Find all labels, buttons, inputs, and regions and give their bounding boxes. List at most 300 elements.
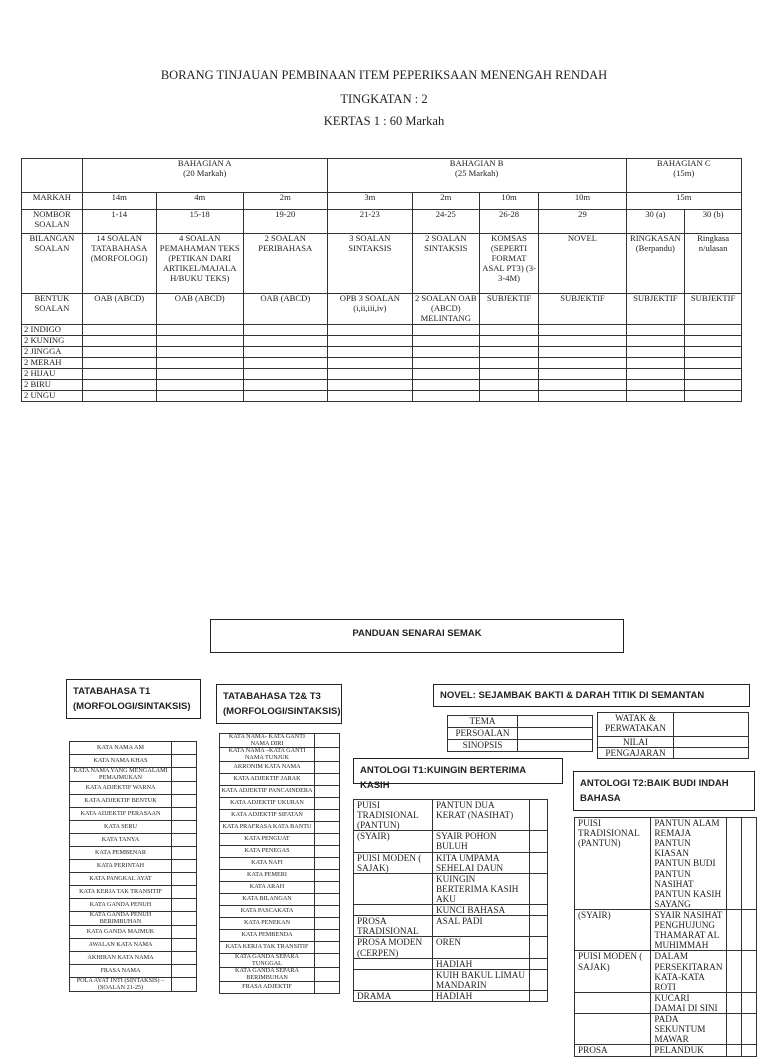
work-cell: OREN: [433, 937, 530, 958]
checklist-row: [70, 873, 197, 886]
entry-cell[interactable]: [685, 325, 742, 336]
checklist-row: [70, 952, 197, 965]
check-cell[interactable]: [530, 990, 548, 1001]
bentuk-cell: OAB (ABCD): [82, 294, 156, 325]
check-cell[interactable]: [315, 906, 340, 918]
entry-cell[interactable]: [156, 336, 243, 347]
checklist-item: KATA PEMBENDA: [220, 930, 315, 942]
check-cell[interactable]: [530, 800, 548, 831]
entry-cell[interactable]: [626, 358, 685, 369]
check-cell[interactable]: [518, 728, 593, 740]
checklist-item: KATA NAMA- KATA GANTI NAMA DIRI: [220, 734, 315, 748]
checklist-item: KATA NAMA KHAS: [70, 755, 172, 768]
check-cell[interactable]: [741, 1045, 756, 1056]
check-cell[interactable]: [741, 1014, 756, 1045]
novel-item: PENGAJARAN: [598, 748, 674, 759]
checklist-item: KATA PENEGAS: [220, 846, 315, 858]
entry-cell[interactable]: [243, 380, 327, 391]
checklist-item: KATA NAFI: [220, 858, 315, 870]
check-cell[interactable]: [315, 918, 340, 930]
entry-cell[interactable]: [327, 336, 412, 347]
entry-cell[interactable]: [539, 380, 626, 391]
novel-left-checklist: [447, 715, 593, 752]
check-cell[interactable]: [172, 860, 197, 873]
work-cell: ASAL PADI: [433, 916, 530, 937]
checklist-item: KATA TANYA: [70, 834, 172, 847]
antologi-row: [354, 958, 548, 969]
check-cell[interactable]: [741, 909, 756, 950]
checklist-row: [220, 748, 340, 762]
bentuk-cell: SUBJEKTIF: [539, 294, 626, 325]
checklist-item: KATA ADJEKTIF SIFATAN: [220, 810, 315, 822]
entry-cell[interactable]: [327, 391, 412, 402]
entry-cell[interactable]: [243, 347, 327, 358]
entry-cell[interactable]: [539, 369, 626, 380]
class-label: 2 UNGU: [22, 391, 83, 402]
checklist-row: [70, 978, 197, 992]
entry-cell[interactable]: [412, 347, 479, 358]
nombor-cell: 19-20: [243, 210, 327, 234]
checklist-row: [220, 954, 340, 968]
form-grade: TINGKATAN : 2: [340, 92, 428, 106]
check-cell[interactable]: [530, 969, 548, 990]
check-cell[interactable]: [172, 742, 197, 755]
work-cell: KUIH BAKUL LIMAU MANDARIN: [433, 969, 530, 990]
entry-cell[interactable]: [539, 325, 626, 336]
entry-cell[interactable]: [479, 358, 539, 369]
checklist-row: [220, 882, 340, 894]
checklist-row: [220, 774, 340, 786]
work-cell: PELANDUK: [651, 1045, 726, 1056]
genre-cell: PUISI TRADISIONAL (PANTUN): [354, 800, 433, 831]
checklist-item: KATA ADJEKTIF JARAK: [220, 774, 315, 786]
bilangan-cell: NOVEL: [539, 234, 626, 294]
nombor-cell: 24-25: [412, 210, 479, 234]
novel-item: PERSOALAN: [448, 728, 518, 740]
entry-cell[interactable]: [479, 391, 539, 402]
check-cell[interactable]: [172, 782, 197, 795]
entry-cell[interactable]: [156, 358, 243, 369]
check-cell[interactable]: [315, 734, 340, 748]
class-row: [22, 391, 742, 402]
checklist-item: KATA PASCAKATA: [220, 906, 315, 918]
checklist-item: KATA GANDA MAJMUK: [70, 926, 172, 939]
checklist-row: [70, 939, 197, 952]
entry-cell[interactable]: [412, 380, 479, 391]
checklist-item: KATA PEMBENAR: [70, 847, 172, 860]
check-cell[interactable]: [315, 882, 340, 894]
nombor-cell: 15-18: [156, 210, 243, 234]
entry-cell[interactable]: [412, 358, 479, 369]
panduan-title: PANDUAN SENARAI SEMAK: [210, 619, 624, 653]
checklist-item: KATA SERU: [70, 821, 172, 834]
checklist-item: KATA PEMERI: [220, 870, 315, 882]
novel-right-checklist: [597, 712, 749, 759]
bentuk-cell: SUBJEKTIF: [479, 294, 539, 325]
novel-item: SINOPSIS: [448, 740, 518, 752]
check-cell[interactable]: [172, 965, 197, 978]
bilangan-cell: 4 SOALAN PEMAHAMAN TEKS (PETIKAN DARI ARTIKEL/MAJALA H/BUKU TEKS): [156, 234, 243, 294]
bilangan-cell: RINGKASAN (Berpandu): [626, 234, 685, 294]
section-c-header: [626, 159, 742, 193]
entry-cell[interactable]: [685, 336, 742, 347]
checklist-item: KATA GANDA SEPARA BERIMBUHAN: [220, 968, 315, 982]
entry-cell[interactable]: [243, 391, 327, 402]
entry-cell[interactable]: [539, 347, 626, 358]
entry-cell[interactable]: [626, 347, 685, 358]
antologi-row: [354, 937, 548, 958]
checklist-item: FRASA ADJEKTIF: [220, 982, 315, 994]
checklist-item: AWALAN KATA NAMA: [70, 939, 172, 952]
work-cell: DALAM PERSEKITARAN KATA-KATA ROTI: [651, 951, 726, 992]
entry-cell[interactable]: [479, 369, 539, 380]
checklist-item: KATA GANDA PENUH BERIMBUHAN: [70, 912, 172, 926]
section-a-marks: (20 Markah): [183, 167, 227, 178]
class-row: [22, 336, 742, 347]
checklist-row: [70, 742, 197, 755]
checklist-row: [220, 810, 340, 822]
section-c-marks: (15m): [673, 167, 695, 178]
checklist-item: KATA KERJA TAK TRANSITIF: [220, 942, 315, 954]
checklist-row: [220, 968, 340, 982]
entry-cell[interactable]: [412, 369, 479, 380]
check-cell[interactable]: [315, 858, 340, 870]
work-cell: KUNCI BAHASA: [433, 905, 530, 916]
entry-cell[interactable]: [412, 336, 479, 347]
antologi-t1-checklist: [353, 799, 548, 1002]
checklist-item: AKRONIM KATA NAMA: [220, 762, 315, 774]
checklist-row: [70, 782, 197, 795]
bilangan-cell: 3 SOALAN SINTAKSIS: [327, 234, 412, 294]
antologi-row: [354, 916, 548, 937]
entry-cell[interactable]: [82, 369, 156, 380]
genre-cell: [575, 1014, 651, 1045]
check-cell[interactable]: [315, 810, 340, 822]
check-cell[interactable]: [741, 818, 756, 910]
entry-cell[interactable]: [82, 325, 156, 336]
check-cell[interactable]: [172, 873, 197, 886]
bilangan-cell: 2 SOALAN PERIBAHASA: [243, 234, 327, 294]
novel-title: NOVEL: SEJAMBAK BAKTI & DARAH TITIK DI SEMANTAN: [433, 684, 750, 707]
checklist-row: [70, 834, 197, 847]
check-cell[interactable]: [315, 894, 340, 906]
entry-cell[interactable]: [156, 380, 243, 391]
entry-cell[interactable]: [82, 391, 156, 402]
check-cell[interactable]: [315, 834, 340, 846]
antologi-row: [354, 852, 548, 873]
checklist-row: [220, 858, 340, 870]
checklist-item: KATA BILANGAN: [220, 894, 315, 906]
tatabahasa-t2-checklist: [219, 733, 340, 994]
check-cell[interactable]: [741, 992, 756, 1013]
check-cell[interactable]: [172, 755, 197, 768]
entry-cell[interactable]: [479, 380, 539, 391]
checklist-item: KATA PENEKAN: [220, 918, 315, 930]
check-cell[interactable]: [315, 968, 340, 982]
entry-cell[interactable]: [479, 325, 539, 336]
antologi-row: [354, 831, 548, 852]
work-cell: HADIAH: [433, 958, 530, 969]
entry-cell[interactable]: [82, 380, 156, 391]
entry-cell[interactable]: [626, 380, 685, 391]
form-paper: KERTAS 1 : 60 Markah: [323, 114, 445, 128]
checklist-row: [220, 798, 340, 810]
entry-cell[interactable]: [327, 347, 412, 358]
bentuk-cell: SUBJEKTIF: [626, 294, 685, 325]
check-cell[interactable]: [726, 951, 741, 992]
check-cell[interactable]: [172, 912, 197, 926]
checklist-item: FRASA NAMA: [70, 965, 172, 978]
class-row: [22, 325, 742, 336]
check-cell[interactable]: [726, 909, 741, 950]
novel-item: NILAI: [598, 737, 674, 748]
entry-cell[interactable]: [82, 336, 156, 347]
genre-cell: DRAMA: [354, 990, 433, 1001]
genre-cell: [354, 958, 433, 969]
markah-cell: 10m: [539, 193, 626, 210]
check-cell[interactable]: [172, 899, 197, 912]
bilangan-cell: KOMSAS (SEPERTI FORMAT ASAL PT3) (3-3-4M): [479, 234, 539, 294]
markah-cell: 2m: [412, 193, 479, 210]
section-b-marks: (25 Markah): [455, 167, 499, 178]
antologi-row: [575, 909, 757, 950]
checklist-row: [220, 906, 340, 918]
checklist-row: [70, 965, 197, 978]
entry-cell[interactable]: [82, 347, 156, 358]
row-label-bentuk: BENTUK SOALAN: [22, 294, 83, 325]
class-label: 2 KUNING: [22, 336, 83, 347]
genre-cell: [354, 905, 433, 916]
checklist-row: [70, 821, 197, 834]
entry-cell[interactable]: [243, 336, 327, 347]
entry-cell[interactable]: [539, 358, 626, 369]
check-cell[interactable]: [315, 762, 340, 774]
check-cell[interactable]: [530, 831, 548, 852]
checklist-item: KATA KERJA TAK TRANSITIF: [70, 886, 172, 899]
genre-cell: PUISI MODEN ( SAJAK): [575, 951, 651, 992]
check-cell[interactable]: [315, 786, 340, 798]
entry-cell[interactable]: [685, 369, 742, 380]
check-cell[interactable]: [674, 748, 749, 759]
bentuk-cell: OAB (ABCD): [156, 294, 243, 325]
checklist-item: POLA AYAT INTI (SINTAKSIS) – (SOALAN 21-25): [70, 978, 172, 992]
check-cell[interactable]: [315, 870, 340, 882]
antologi-t2-title: ANTOLOGI T2:BAIK BUDI INDAH BAHASA: [573, 771, 755, 811]
genre-cell: [354, 873, 433, 904]
entry-cell[interactable]: [327, 369, 412, 380]
genre-cell: [354, 969, 433, 990]
checklist-item: AKHIRAN KATA NAMA: [70, 952, 172, 965]
antologi-row: [354, 873, 548, 904]
checklist-row: [70, 912, 197, 926]
check-cell[interactable]: [315, 982, 340, 994]
entry-cell[interactable]: [685, 380, 742, 391]
row-label-markah: MARKAH: [22, 193, 83, 210]
work-cell: SYAIR NASIHAT PENGHUJUNG THAMARAT AL MUHIMMAH: [651, 909, 726, 950]
entry-cell[interactable]: [243, 369, 327, 380]
check-cell[interactable]: [518, 740, 593, 752]
check-cell[interactable]: [172, 768, 197, 782]
work-cell: PANTUN DUA KERAT (NASIHAT): [433, 800, 530, 831]
checklist-item: KATA GANDA SEPARA TUNGGAL: [220, 954, 315, 968]
check-cell[interactable]: [530, 958, 548, 969]
work-cell: KUCARI DAMAI DI SINI: [651, 992, 726, 1013]
entry-cell[interactable]: [327, 325, 412, 336]
check-cell[interactable]: [530, 905, 548, 916]
class-label: 2 INDIGO: [22, 325, 83, 336]
checklist-row: [70, 795, 197, 808]
entry-cell[interactable]: [412, 391, 479, 402]
check-cell[interactable]: [172, 795, 197, 808]
check-cell[interactable]: [518, 716, 593, 728]
checklist-item: KATA PANGKAL AYAT: [70, 873, 172, 886]
antologi-row: [354, 990, 548, 1001]
markah-cell: 2m: [243, 193, 327, 210]
bilangan-cell: Ringkasa n/ulasan: [685, 234, 742, 294]
check-cell[interactable]: [530, 873, 548, 904]
check-cell[interactable]: [726, 1045, 741, 1056]
check-cell[interactable]: [726, 992, 741, 1013]
class-label: 2 MERAH: [22, 358, 83, 369]
check-cell[interactable]: [315, 748, 340, 762]
checklist-item: KATA NAMA AM: [70, 742, 172, 755]
section-a-header: [82, 159, 327, 193]
antologi-row: [575, 1014, 757, 1045]
entry-cell[interactable]: [685, 391, 742, 402]
check-cell[interactable]: [315, 930, 340, 942]
entry-cell[interactable]: [156, 391, 243, 402]
entry-cell[interactable]: [626, 369, 685, 380]
nombor-cell: 30 (b): [685, 210, 742, 234]
class-rows: [22, 325, 742, 402]
entry-cell[interactable]: [156, 347, 243, 358]
genre-cell: [575, 992, 651, 1013]
checklist-item: KATA NAMA –KATA GANTI NAMA TUNJUK: [220, 748, 315, 762]
entry-cell[interactable]: [412, 325, 479, 336]
checklist-item: KATA ADJEKTIF PERASAAN: [70, 808, 172, 821]
checklist-row: [220, 822, 340, 834]
check-cell[interactable]: [315, 846, 340, 858]
entry-cell[interactable]: [479, 336, 539, 347]
entry-cell[interactable]: [156, 325, 243, 336]
antologi-row: [575, 951, 757, 992]
work-cell: PADA SEKUNTUM MAWAR: [651, 1014, 726, 1045]
entry-cell[interactable]: [156, 369, 243, 380]
checklist-row: [220, 918, 340, 930]
entry-cell[interactable]: [539, 391, 626, 402]
check-cell[interactable]: [172, 834, 197, 847]
entry-cell[interactable]: [626, 336, 685, 347]
entry-cell[interactable]: [327, 358, 412, 369]
nombor-cell: 1-14: [82, 210, 156, 234]
section-b-header: [327, 159, 626, 193]
entry-cell[interactable]: [479, 347, 539, 358]
check-cell[interactable]: [315, 954, 340, 968]
bilangan-cell: 14 SOALAN TATABAHASA (MORFOLOGI): [82, 234, 156, 294]
check-cell[interactable]: [315, 774, 340, 786]
work-cell: PANTUN ALAM REMAJA PANTUN KIASAN PANTUN BUDI PANTUN NASIHAT PANTUN KASIH SAYANG: [651, 818, 726, 910]
check-cell[interactable]: [172, 978, 197, 992]
class-row: [22, 369, 742, 380]
row-label-bilangan: BILANGAN SOALAN: [22, 234, 83, 294]
check-cell[interactable]: [726, 818, 741, 910]
entry-cell[interactable]: [243, 358, 327, 369]
checklist-row: [220, 930, 340, 942]
work-cell: SYAIR POHON BULUH: [433, 831, 530, 852]
entry-cell[interactable]: [626, 325, 685, 336]
markah-cell: 4m: [156, 193, 243, 210]
entry-cell[interactable]: [539, 336, 626, 347]
checklist-row: [70, 847, 197, 860]
checklist-row: [220, 870, 340, 882]
form-title: BORANG TINJAUAN PEMBINAAN ITEM PEPERIKSAAN MENENGAH RENDAH: [160, 68, 608, 82]
check-cell[interactable]: [172, 939, 197, 952]
antologi-row: [575, 992, 757, 1013]
check-cell[interactable]: [530, 852, 548, 873]
work-cell: HADIAH: [433, 990, 530, 1001]
markah-cell: 14m: [82, 193, 156, 210]
entry-cell[interactable]: [243, 325, 327, 336]
entry-cell[interactable]: [626, 391, 685, 402]
check-cell[interactable]: [172, 821, 197, 834]
nombor-cell: 29: [539, 210, 626, 234]
section-a-label: BAHAGIAN A: [177, 158, 232, 168]
entry-cell[interactable]: [327, 380, 412, 391]
nombor-cell: 26-28: [479, 210, 539, 234]
checklist-row: [220, 786, 340, 798]
check-cell[interactable]: [530, 937, 548, 958]
bilangan-cell: 2 SOALAN SINTAKSIS: [412, 234, 479, 294]
checklist-row: [220, 894, 340, 906]
checklist-item: KATA ADJEKTIF BENTUK: [70, 795, 172, 808]
checklist-item: KATA PENGUAT: [220, 834, 315, 846]
genre-cell: (SYAIR): [575, 909, 651, 950]
antologi-t2-checklist: [574, 817, 757, 1057]
genre-cell: PROSA TRADISIONAL: [354, 916, 433, 937]
check-cell[interactable]: [315, 942, 340, 954]
check-cell[interactable]: [530, 916, 548, 937]
genre-cell: PROSA MODEN (CERPEN): [354, 937, 433, 958]
check-cell[interactable]: [172, 808, 197, 821]
antologi-row: [354, 905, 548, 916]
checklist-item: KATA PERINTAH: [70, 860, 172, 873]
check-cell[interactable]: [726, 1014, 741, 1045]
work-cell: KUINGIN BERTERIMA KASIH AKU: [433, 873, 530, 904]
work-cell: KITA UMPAMA SEHELAI DAUN: [433, 852, 530, 873]
check-cell[interactable]: [674, 737, 749, 748]
entry-cell[interactable]: [685, 358, 742, 369]
checklist-row: [220, 734, 340, 748]
check-cell[interactable]: [315, 822, 340, 834]
check-cell[interactable]: [315, 798, 340, 810]
check-cell[interactable]: [674, 713, 749, 737]
check-cell[interactable]: [172, 952, 197, 965]
check-cell[interactable]: [172, 886, 197, 899]
genre-cell: PUISI MODEN ( SAJAK): [354, 852, 433, 873]
antologi-row: [354, 969, 548, 990]
entry-cell[interactable]: [82, 358, 156, 369]
checklist-item: KATA GANDA PENUH: [70, 899, 172, 912]
check-cell[interactable]: [172, 847, 197, 860]
check-cell[interactable]: [741, 951, 756, 992]
checklist-row: [70, 926, 197, 939]
markah-cell: 15m: [626, 193, 742, 210]
checklist-row: [220, 942, 340, 954]
checklist-item: KATA ADJEKTIF PANCAINDERA: [220, 786, 315, 798]
check-cell[interactable]: [172, 926, 197, 939]
entry-cell[interactable]: [685, 347, 742, 358]
checklist-row: [220, 834, 340, 846]
